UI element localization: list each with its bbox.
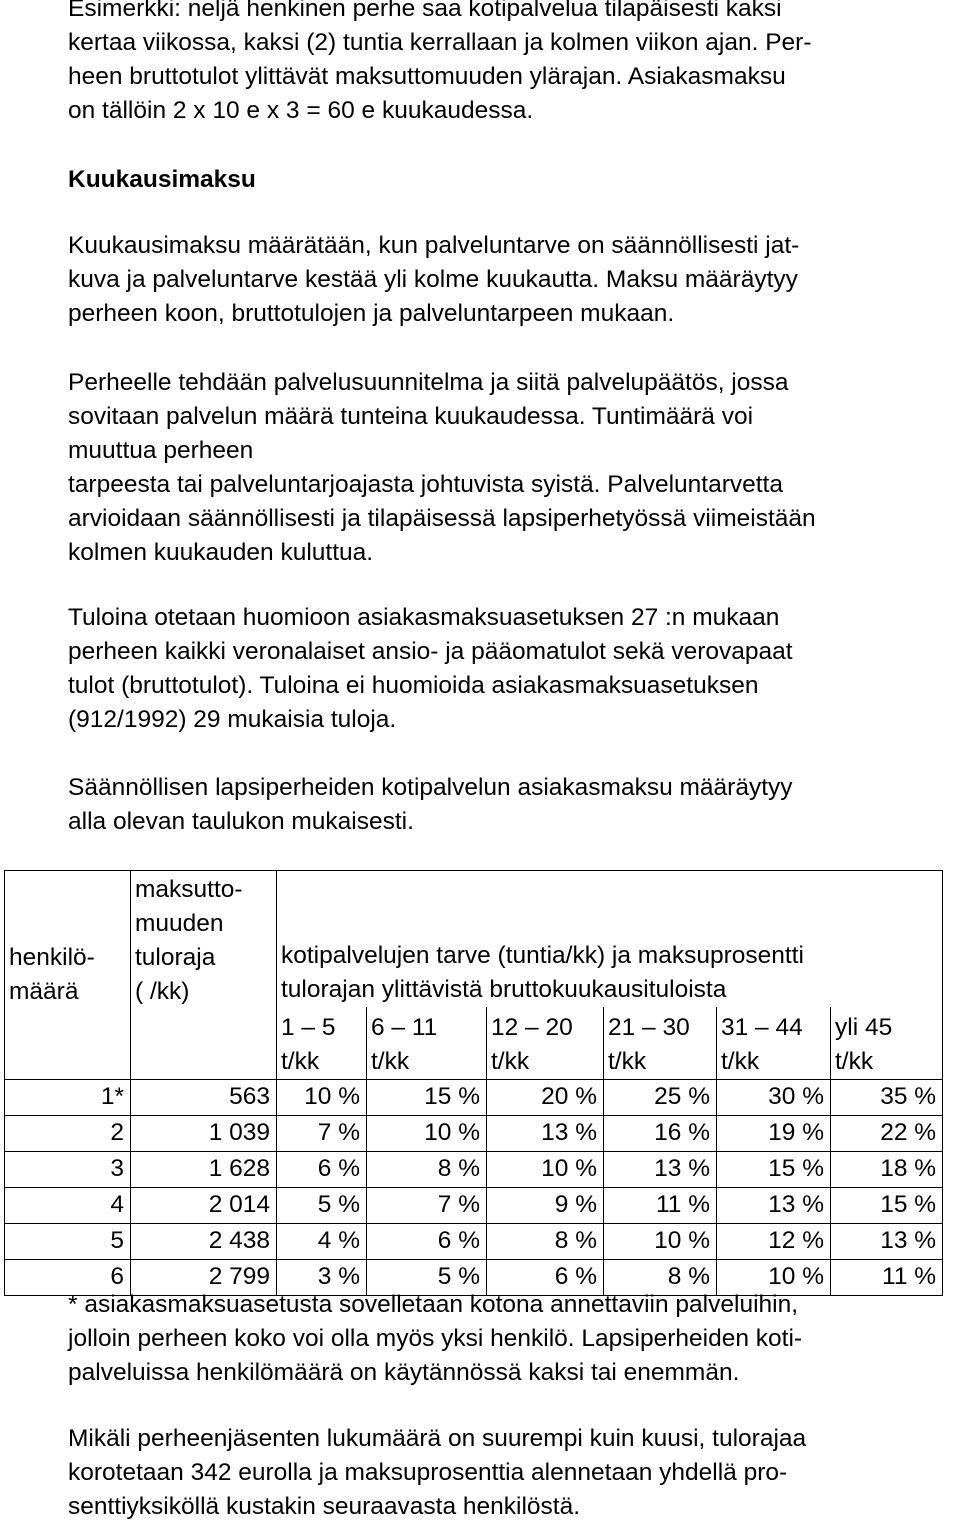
persons-cell: 3 — [5, 1152, 131, 1188]
section-heading: Kuukausimaksu — [68, 166, 256, 193]
header-line: määrä — [9, 978, 79, 1005]
persons-cell: 6 — [5, 1260, 131, 1296]
percent-cell: 25 % — [604, 1080, 717, 1116]
percent-cell: 15 % — [831, 1188, 943, 1224]
header-line: kotipalvelujen tarve (tuntia/kk) ja maksuprosentti — [281, 942, 804, 969]
text-line: muuttua perheen — [68, 437, 254, 464]
footnote — [68, 1288, 948, 1390]
header-group — [277, 871, 943, 1008]
range-header: 6 – 11 t/kk — [367, 1007, 487, 1080]
percent-cell: 30 % — [717, 1080, 831, 1116]
percent-cell: 9 % — [487, 1188, 604, 1224]
table-row — [5, 1224, 943, 1260]
text-line: jolloin perheen koko voi olla myös yksi henkilö. Lapsiperheiden koti- — [68, 1325, 803, 1352]
text-line: palveluissa henkilömäärä on käytännössä kaksi tai enemmän. — [68, 1359, 740, 1386]
percent-cell: 18 % — [831, 1152, 943, 1188]
fee-table — [4, 870, 943, 1296]
percent-cell: 7 % — [277, 1116, 367, 1152]
percent-cell: 19 % — [717, 1116, 831, 1152]
text-line: heen bruttotulot ylittävät maksuttomuuden ylärajan. Asiakasmaksu — [68, 63, 786, 90]
text-line: alla olevan taulukon mukaisesti. — [68, 808, 414, 835]
percent-cell: 5 % — [367, 1260, 487, 1296]
text-line: Kuukausimaksu määrätään, kun palveluntarve on säännöllisesti jat- — [68, 232, 800, 259]
range-header: 21 – 30 t/kk — [604, 1007, 717, 1080]
percent-cell: 7 % — [367, 1188, 487, 1224]
text-line: korotetaan 342 eurolla ja maksuprosenttia alennetaan yhdellä pro- — [68, 1459, 788, 1486]
text-line: arvioidaan säännöllisesti ja tilapäisessä lapsiperhetyössä viimeistään — [68, 505, 816, 532]
header-persons — [5, 871, 131, 1080]
persons-cell: 2 — [5, 1116, 131, 1152]
percent-cell: 13 % — [831, 1224, 943, 1260]
percent-cell: 3 % — [277, 1260, 367, 1296]
percent-cell: 6 % — [487, 1260, 604, 1296]
table-header-row — [5, 871, 943, 1008]
income-limit-cell: 563 — [131, 1080, 277, 1116]
monthly-fee-paragraph — [68, 229, 948, 331]
income-limit-cell: 2 438 — [131, 1224, 277, 1260]
percent-cell: 8 % — [604, 1260, 717, 1296]
header-income-limit — [131, 871, 277, 1080]
percent-cell: 10 % — [277, 1080, 367, 1116]
header-line: ( /kk) — [135, 978, 190, 1005]
text-line: tarpeesta tai palveluntarjoajasta johtuvista syistä. Palveluntarvetta — [68, 471, 783, 498]
range-header: yli 45 t/kk — [831, 1007, 943, 1080]
percent-cell: 11 % — [831, 1260, 943, 1296]
percent-cell: 8 % — [367, 1152, 487, 1188]
percent-cell: 11 % — [604, 1188, 717, 1224]
text-line: Esimerkki: neljä henkinen perhe saa kotipalvelua tilapäisesti kaksi — [68, 0, 782, 22]
text-line: * asiakasmaksuasetusta sovelletaan kotona annettaviin palveluihin, — [68, 1291, 799, 1318]
percent-cell: 10 % — [717, 1260, 831, 1296]
percent-cell: 16 % — [604, 1116, 717, 1152]
percent-cell: 12 % — [717, 1224, 831, 1260]
header-line: henkilö- — [9, 944, 95, 971]
percent-cell: 10 % — [487, 1152, 604, 1188]
text-line: perheen koon, bruttotulojen ja palveluntarpeen mukaan. — [68, 300, 675, 327]
table-intro-paragraph — [68, 771, 948, 839]
percent-cell: 6 % — [367, 1224, 487, 1260]
income-limit-cell: 2 799 — [131, 1260, 277, 1296]
table-row — [5, 1152, 943, 1188]
range-header: 1 – 5 t/kk — [277, 1007, 367, 1080]
percent-cell: 6 % — [277, 1152, 367, 1188]
percent-cell: 13 % — [604, 1152, 717, 1188]
text-line: kolmen kuukauden kuluttua. — [68, 539, 374, 566]
persons-cell: 1* — [5, 1080, 131, 1116]
service-plan-paragraph — [68, 366, 948, 570]
text-line: kertaa viikossa, kaksi (2) tuntia kerrallaan ja kolmen viikon ajan. Per- — [68, 29, 812, 56]
text-line: (912/1992) 29 mukaisia tuloja. — [68, 706, 397, 733]
percent-cell: 15 % — [717, 1152, 831, 1188]
percent-cell: 8 % — [487, 1224, 604, 1260]
text-line: senttiyksiköllä kustakin seuraavasta henkilöstä. — [68, 1493, 581, 1520]
income-limit-cell: 2 014 — [131, 1188, 277, 1224]
range-header: 12 – 20 t/kk — [487, 1007, 604, 1080]
table-row — [5, 1080, 943, 1116]
income-limit-cell: 1 039 — [131, 1116, 277, 1152]
percent-cell: 13 % — [717, 1188, 831, 1224]
header-line: tuloraja — [135, 944, 216, 971]
text-line: on tällöin 2 x 10 e x 3 = 60 e kuukaudessa. — [68, 97, 534, 124]
header-line: maksutto- — [135, 876, 243, 903]
text-line: perheen kaikki veronalaiset ansio- ja pääomatulot sekä verovapaat — [68, 638, 793, 665]
persons-cell: 4 — [5, 1188, 131, 1224]
range-header: 31 – 44 t/kk — [717, 1007, 831, 1080]
percent-cell: 10 % — [604, 1224, 717, 1260]
table-row — [5, 1116, 943, 1152]
text-line: sovitaan palvelun määrä tunteina kuukaudessa. Tuntimäärä voi — [68, 403, 754, 430]
text-line: Perheelle tehdään palvelusuunnitelma ja siitä palvelupäätös, jossa — [68, 369, 789, 396]
percent-cell: 22 % — [831, 1116, 943, 1152]
income-limit-cell: 1 628 — [131, 1152, 277, 1188]
table-row — [5, 1188, 943, 1224]
text-line: Mikäli perheenjäsenten lukumäärä on suurempi kuin kuusi, tulorajaa — [68, 1425, 807, 1452]
text-line: Säännöllisen lapsiperheiden kotipalvelun asiakasmaksu määräytyy — [68, 774, 793, 801]
percent-cell: 10 % — [367, 1116, 487, 1152]
final-paragraph — [68, 1422, 948, 1524]
table-body — [5, 1080, 943, 1296]
percent-cell: 4 % — [277, 1224, 367, 1260]
persons-cell: 5 — [5, 1224, 131, 1260]
header-line: tulorajan ylittävistä bruttokuukausituloista — [281, 976, 727, 1003]
text-line: tulot (bruttotulot). Tuloina ei huomioida asiakasmaksuasetuksen — [68, 672, 759, 699]
percent-cell: 5 % — [277, 1188, 367, 1224]
percent-cell: 13 % — [487, 1116, 604, 1152]
text-line: kuva ja palveluntarve kestää yli kolme kuukautta. Maksu määräytyy — [68, 266, 798, 293]
example-paragraph — [68, 0, 948, 128]
header-line: muuden — [135, 910, 224, 937]
text-line: Tuloina otetaan huomioon asiakasmaksuasetuksen 27 :n mukaan — [68, 604, 780, 631]
income-paragraph — [68, 601, 948, 737]
percent-cell: 35 % — [831, 1080, 943, 1116]
percent-cell: 15 % — [367, 1080, 487, 1116]
percent-cell: 20 % — [487, 1080, 604, 1116]
